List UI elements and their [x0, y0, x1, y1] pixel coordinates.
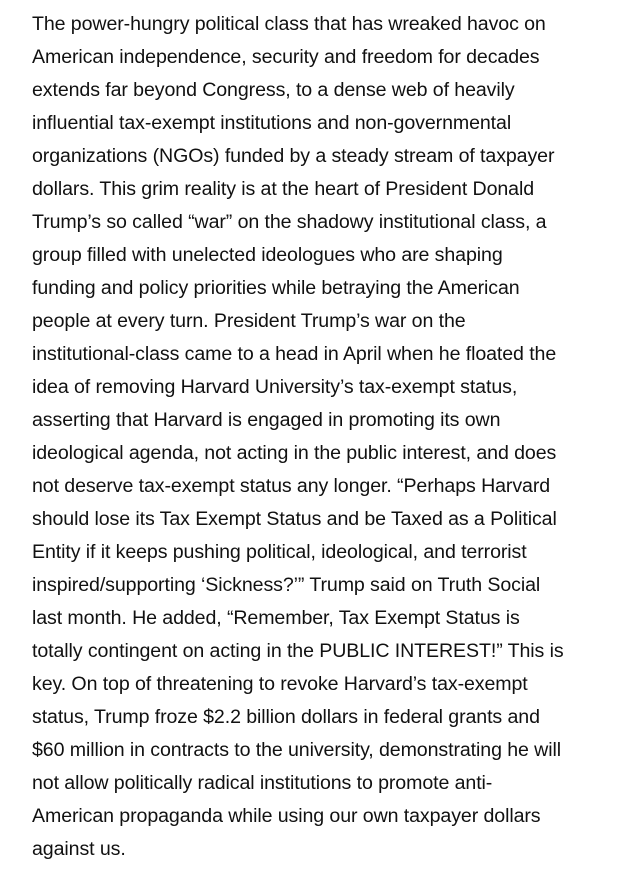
article-line: inspired/supporting ‘Sickness?’” Trump said on Truth Social: [32, 574, 541, 596]
article-line: dollars. This grim reality is at the heart of President Donald: [32, 178, 535, 200]
article-line: ideological agenda, not acting in the public interest, and does: [32, 442, 557, 464]
article-line: should lose its Tax Exempt Status and be Taxed as a Political: [32, 508, 557, 530]
article-line: organizations (NGOs) funded by a steady stream of taxpayer: [32, 145, 555, 167]
article-line: The power-hungry political class that has wreaked havoc on: [32, 13, 546, 35]
article-line: American independence, security and freedom for decades: [32, 46, 540, 68]
article-line: influential tax-exempt institutions and non-governmental: [32, 112, 512, 134]
article-line: Entity if it keeps pushing political, ideological, and terrorist: [32, 541, 527, 563]
article-line: last month. He added, “Remember, Tax Exempt Status is: [32, 607, 520, 629]
article-line: institutional-class came to a head in April when he floated the: [32, 343, 557, 365]
article-line: not allow politically radical institutions to promote anti-: [32, 772, 493, 794]
article-line: extends far beyond Congress, to a dense web of heavily: [32, 79, 515, 101]
article-line: American propaganda while using our own taxpayer dollars: [32, 805, 541, 827]
article-line: $60 million in contracts to the university, demonstrating he will: [32, 739, 561, 761]
article-line: funding and policy priorities while betraying the American: [32, 277, 520, 299]
article-line: status, Trump froze $2.2 billion dollars in federal grants and: [32, 706, 540, 728]
article-line: idea of removing Harvard University’s tax-exempt status,: [32, 376, 518, 398]
article-line: key. On top of threatening to revoke Harvard’s tax-exempt: [32, 673, 528, 695]
article-line: not deserve tax-exempt status any longer. “Perhaps Harvard: [32, 475, 551, 497]
article-line: asserting that Harvard is engaged in promoting its own: [32, 409, 501, 431]
article-line: group filled with unelected ideologues who are shaping: [32, 244, 503, 266]
article-line: totally contingent on acting in the PUBLIC INTEREST!” This is: [32, 640, 564, 662]
article-line: people at every turn. President Trump’s war on the: [32, 310, 466, 332]
article-body: [32, 8, 618, 866]
article-line: against us.: [32, 838, 126, 860]
article-line: Trump’s so called “war” on the shadowy institutional class, a: [32, 211, 547, 233]
